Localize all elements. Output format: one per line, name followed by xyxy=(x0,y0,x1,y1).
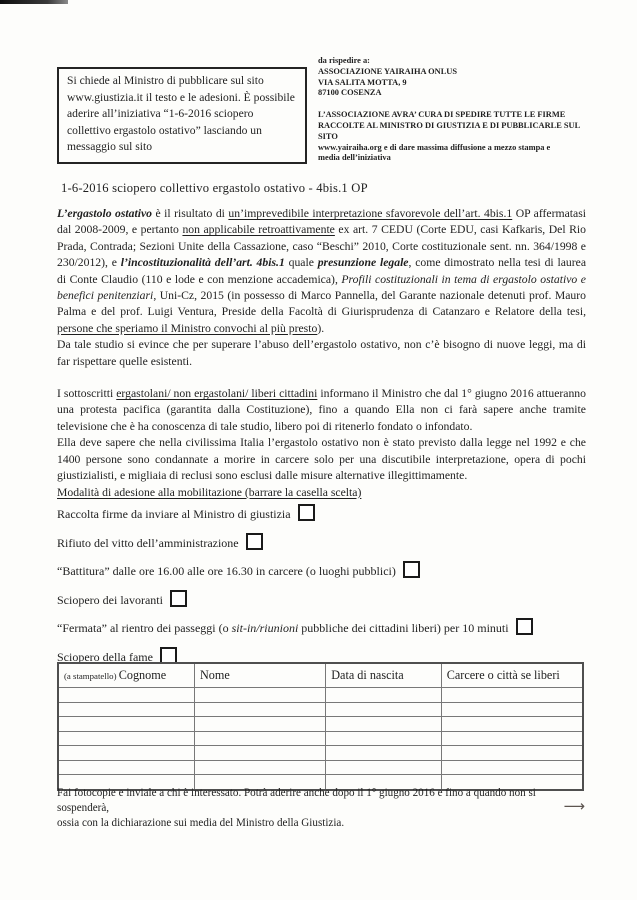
option-label: “Battitura” dalle ore 16.00 alle ore 16.30 in carcere (o luoghi pubblici) xyxy=(57,564,396,578)
option-sciopero-lavoranti xyxy=(57,590,586,609)
option-label: Sciopero dei lavoranti xyxy=(57,592,163,607)
checkbox-sciopero-fame[interactable] xyxy=(160,647,177,664)
signature-cell[interactable] xyxy=(195,746,326,761)
signature-cell[interactable] xyxy=(326,688,442,703)
checkbox-fermata[interactable] xyxy=(516,618,533,635)
paragraph-da-tale-studio: Da tale studio si evince che per superare l’abuso dell’ergastolo ostativo, non c’è bisogno di nuove leggi, ma di far rispettare quelle esistenti. xyxy=(57,338,586,368)
signature-table-body xyxy=(58,688,583,790)
return-address-block xyxy=(318,56,598,164)
scan-artifact-line xyxy=(0,0,68,4)
adhesion-options-list xyxy=(57,504,586,675)
right-arrow-icon: ⟶ xyxy=(563,797,585,815)
paragraph-ergastolo-ostativo: L’ergastolo ostativo è il risultato di un’imprevedibile interpretazione sfavorevole dell’art. 4bis.1 OP affermatasi dal 2008-2009, e pertanto non applicabile retroattivamente ex art. 7 CEDU (Corte EDU, casi Kafkaris, Del Rio Prada, Contrada; Sezioni Unite della Cassazione, caso “Beschi” 2010, Corte costituzionale sent. nn. 364/1998 e 230/2012), e l’incostituzionalità dell’art. 4bis.1 quale presunzione legale, come dimostrato nella tesi di laurea di Conte Claudio (110 e lode e con menzione accademica), Profili costituzionali in tema di ergastolo ostativo e benefici penitenziari, Uni-Cz, 2015 (in possesso di Marco Pannella, del Garante nazionale detenuti prof. Mauro Palma e del prof. Luigi Ventura, Preside della Facoltà di Giurisprudenza di Catanzaro e Relatore della tesi, persone che speriamo il Ministro convochi al più presto). xyxy=(57,207,587,335)
column-header-nome: Nome xyxy=(195,663,326,688)
footer-line: ossia con la dichiarazione sui media del Ministro della Giustizia. xyxy=(57,816,345,829)
signature-cell[interactable] xyxy=(441,731,583,746)
paragraph-ella-deve-sapere: Ella deve sapere che nella civilissima Italia l’ergastolo ostativo non è stato previsto dalla legge nel 1992 e che 1400 persone sono condannate a morire in carcere solo per una discutibile interpretazione, opera di pochi giustizialisti, e migliaia di reclusi sono esclusi dalle misure alternative illegittimamente. xyxy=(57,436,586,483)
signature-cell[interactable] xyxy=(441,702,583,717)
stampatello-note: (a stampatello) xyxy=(64,671,119,681)
column-header-carcere-citta: Carcere o città se liberi xyxy=(441,663,583,688)
signature-cell[interactable] xyxy=(195,717,326,732)
signature-cell[interactable] xyxy=(326,702,442,717)
signature-row xyxy=(58,717,583,732)
option-label: Sciopero della fame xyxy=(57,649,153,664)
adhesion-heading: Modalità di adesione alla mobilitazione (barrare la casella scelta) xyxy=(57,485,362,499)
column-header-data-nascita: Data di nascita xyxy=(326,663,442,688)
signature-table-header-row xyxy=(58,663,583,688)
return-address-line: VIA SALITA MOTTA, 9 xyxy=(318,77,407,87)
return-address-line: 87100 COSENZA xyxy=(318,88,382,98)
publication-notice-text: Si chiede al Ministro di pubblicare sul sito www.giustizia.it il testo e le adesioni. È possibile aderire all’iniziativa “1-6-2016 sciopero collettivo ergastolo ostativo” lasciando un messaggio sul sito xyxy=(67,74,295,154)
footer-line: Fai fotocopie e inviale a chi è interessato. Potrà aderire anche dopo il 1° giugno 2016 e fino a quando non si sospenderà, xyxy=(57,787,536,814)
signature-cell[interactable] xyxy=(195,688,326,703)
document-title: 1-6-2016 sciopero collettivo ergastolo ostativo - 4bis.1 OP xyxy=(61,181,368,195)
signature-row xyxy=(58,688,583,703)
signature-cell[interactable] xyxy=(58,717,195,732)
paragraph-sottoscritti: I sottoscritti ergastolani/ non ergastolani/ liberi cittadini informano il Ministro che dal 1° giugno 2016 attueranno una protesta pacifica (garantita dalla Costituzione), fino a quando Ella non ci farà sapere anche tramite televisione che è ha conoscenza di tale studio, libero poi di ritenerlo fondato o infondato. xyxy=(57,387,586,433)
signature-cell[interactable] xyxy=(58,702,195,717)
association-note-line: RACCOLTE AL MINISTRO DI GIUSTIZIA E DI PUBBLICARLE SUL SITO xyxy=(318,120,580,141)
signature-cell[interactable] xyxy=(58,760,195,775)
signature-row xyxy=(58,760,583,775)
signature-row xyxy=(58,702,583,717)
signature-cell[interactable] xyxy=(326,746,442,761)
checkbox-sciopero-lavoranti[interactable] xyxy=(170,590,187,607)
association-note-line: L’ASSOCIAZIONE AVRA’ CURA DI SPEDIRE TUTTE LE FIRME xyxy=(318,110,566,120)
signature-cell[interactable] xyxy=(326,717,442,732)
signature-cell[interactable] xyxy=(441,746,583,761)
signature-cell[interactable] xyxy=(58,688,195,703)
footer-instructions xyxy=(57,786,589,830)
option-fermata xyxy=(57,618,586,637)
option-rifiuto-vitto xyxy=(57,533,586,552)
option-label: Raccolta firme da inviare al Ministro di giustizia xyxy=(57,507,291,521)
signature-cell[interactable] xyxy=(326,731,442,746)
signature-cell[interactable] xyxy=(195,760,326,775)
signature-cell[interactable] xyxy=(441,717,583,732)
option-label: Rifiuto del vitto dell’amministrazione xyxy=(57,535,239,550)
association-note-line: www.yairaiha.org e di dare massima diffusione a mezzo stampa e xyxy=(318,142,551,152)
checkbox-battitura[interactable] xyxy=(403,561,420,578)
signature-row xyxy=(58,746,583,761)
signature-row xyxy=(58,731,583,746)
publication-notice-box xyxy=(57,67,307,164)
column-header-cognome: (a stampatello) Cognome xyxy=(58,663,195,688)
option-battitura xyxy=(57,561,586,580)
signature-cell[interactable] xyxy=(326,760,442,775)
signature-cell[interactable] xyxy=(58,746,195,761)
checkbox-rifiuto-vitto[interactable] xyxy=(246,533,263,550)
signature-cell[interactable] xyxy=(195,702,326,717)
return-address-line: ASSOCIAZIONE YAIRAIHA ONLUS xyxy=(318,66,457,76)
association-note-line: media dell’iniziativa xyxy=(318,153,391,163)
checkbox-raccolta-firme[interactable] xyxy=(298,504,315,521)
signature-cell[interactable] xyxy=(441,760,583,775)
signature-table xyxy=(57,662,584,791)
signature-cell[interactable] xyxy=(195,731,326,746)
option-label: “Fermata” al rientro dei passeggi (o sit-in/riunioni pubbliche dei cittadini liberi) per 10 minuti xyxy=(57,621,509,635)
body-text xyxy=(57,206,586,501)
signature-cell[interactable] xyxy=(58,731,195,746)
return-address-label: da rispedire a: xyxy=(318,56,370,65)
option-raccolta-firme xyxy=(57,504,586,523)
signature-cell[interactable] xyxy=(441,688,583,703)
